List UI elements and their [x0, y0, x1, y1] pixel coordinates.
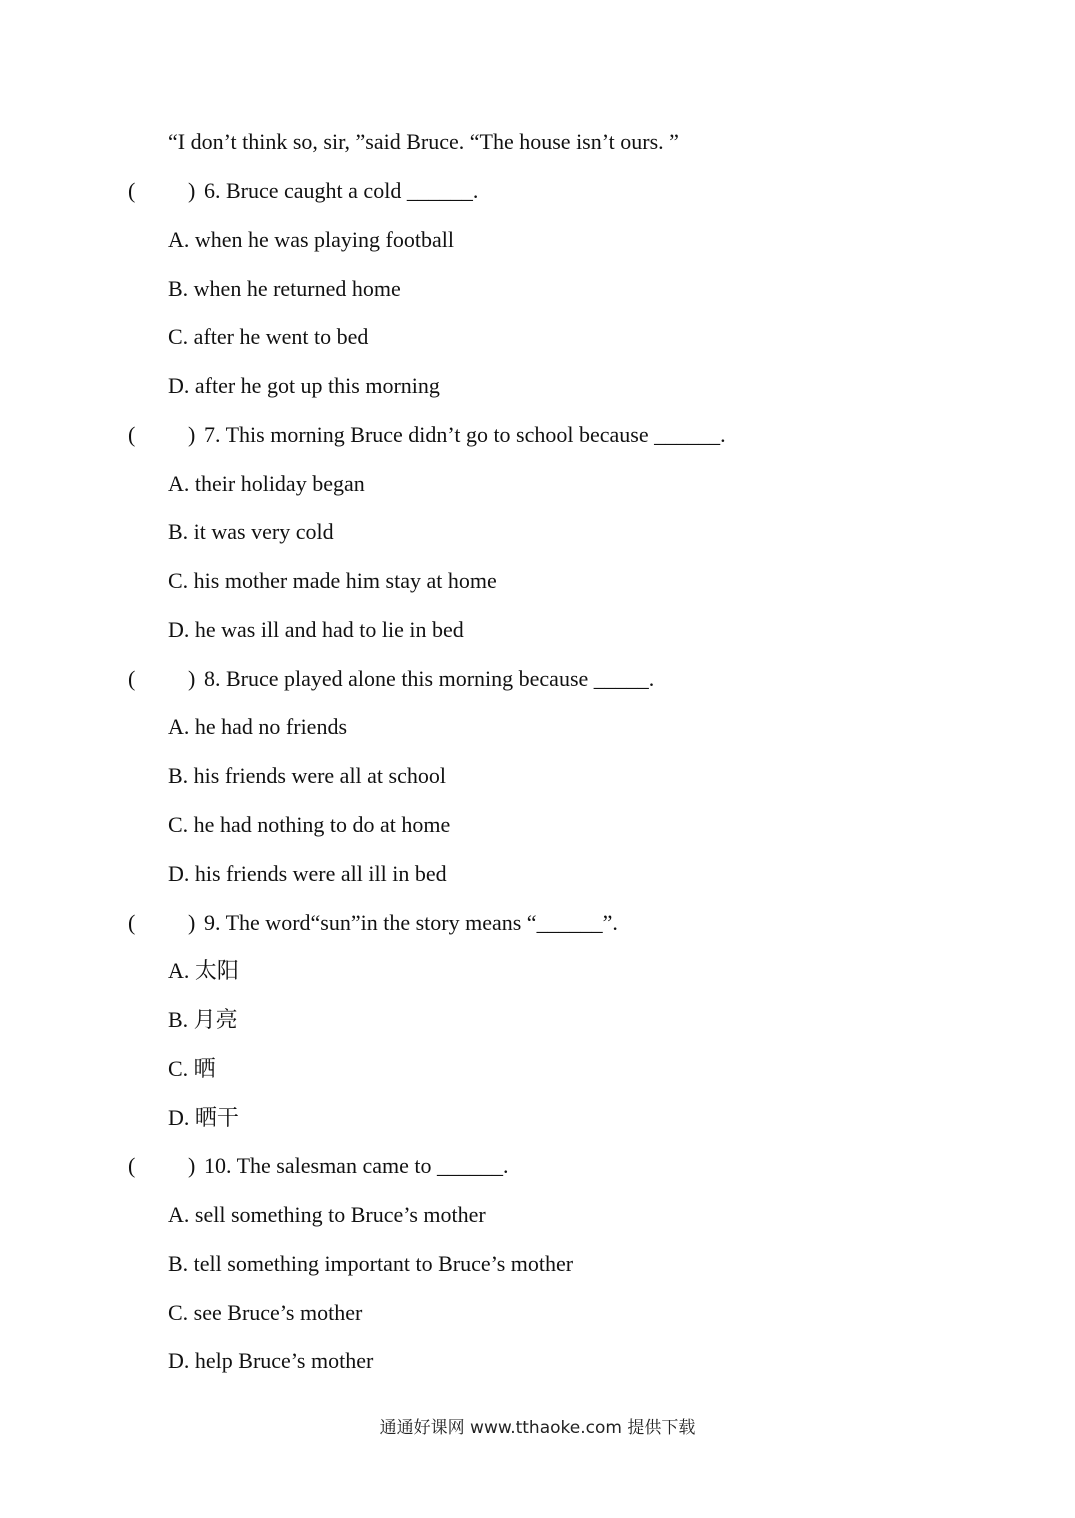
answer-paren-close: ): [188, 178, 196, 203]
question-text: 7. This morning Bruce didn’t go to school because ______.: [204, 422, 726, 447]
option-item: A. sell something to Bruce’s mother: [168, 1202, 486, 1227]
question-9: [128, 910, 618, 936]
option-item: C. after he went to bed: [168, 324, 369, 349]
option-item: C. 晒: [168, 1056, 216, 1081]
intro-line: “I don’t think so, sir, ”said Bruce. “The house isn’t ours. ”: [168, 129, 679, 154]
option-item: B. his friends were all at school: [168, 763, 446, 788]
option-item: B. it was very cold: [168, 519, 334, 544]
option-item: B. 月亮: [168, 1007, 238, 1032]
option-item: D. his friends were all ill in bed: [168, 861, 447, 886]
option-item: A. their holiday began: [168, 471, 365, 496]
answer-paren-open: (: [128, 178, 136, 203]
answer-paren-open: (: [128, 666, 136, 691]
option-item: C. his mother made him stay at home: [168, 568, 497, 593]
option-item: D. he was ill and had to lie in bed: [168, 617, 464, 642]
option-item: B. tell something important to Bruce’s mother: [168, 1251, 574, 1276]
page-footer: 通通好课网 www.tthaoke.com 提供下载: [379, 1418, 696, 1438]
option-item: C. he had nothing to do at home: [168, 812, 451, 837]
question-text: 8. Bruce played alone this morning because _____.: [204, 666, 655, 691]
answer-paren-open: (: [128, 422, 136, 447]
answer-paren-open: (: [128, 1153, 136, 1178]
question-10: [128, 1153, 508, 1179]
question-text: 10. The salesman came to ______.: [204, 1153, 509, 1178]
option-item: D. help Bruce’s mother: [168, 1348, 374, 1373]
answer-paren-close: ): [188, 422, 196, 447]
option-item: A. he had no friends: [168, 714, 348, 739]
question-text: 6. Bruce caught a cold ______.: [204, 178, 479, 203]
question-8: [128, 666, 654, 692]
option-item: B. when he returned home: [168, 276, 401, 301]
option-item: D. 晒干: [168, 1105, 239, 1130]
question-text: 9. The word“sun”in the story means “______”.: [204, 910, 618, 935]
option-item: D. after he got up this morning: [168, 373, 440, 398]
option-item: C. see Bruce’s mother: [168, 1300, 363, 1325]
answer-paren-close: ): [188, 910, 196, 935]
question-6: [128, 178, 478, 204]
option-item: A. 太阳: [168, 958, 239, 983]
answer-paren-close: ): [188, 666, 196, 691]
answer-paren-open: (: [128, 910, 136, 935]
question-7: [128, 422, 726, 448]
option-item: A. when he was playing football: [168, 227, 454, 252]
answer-paren-close: ): [188, 1153, 196, 1178]
